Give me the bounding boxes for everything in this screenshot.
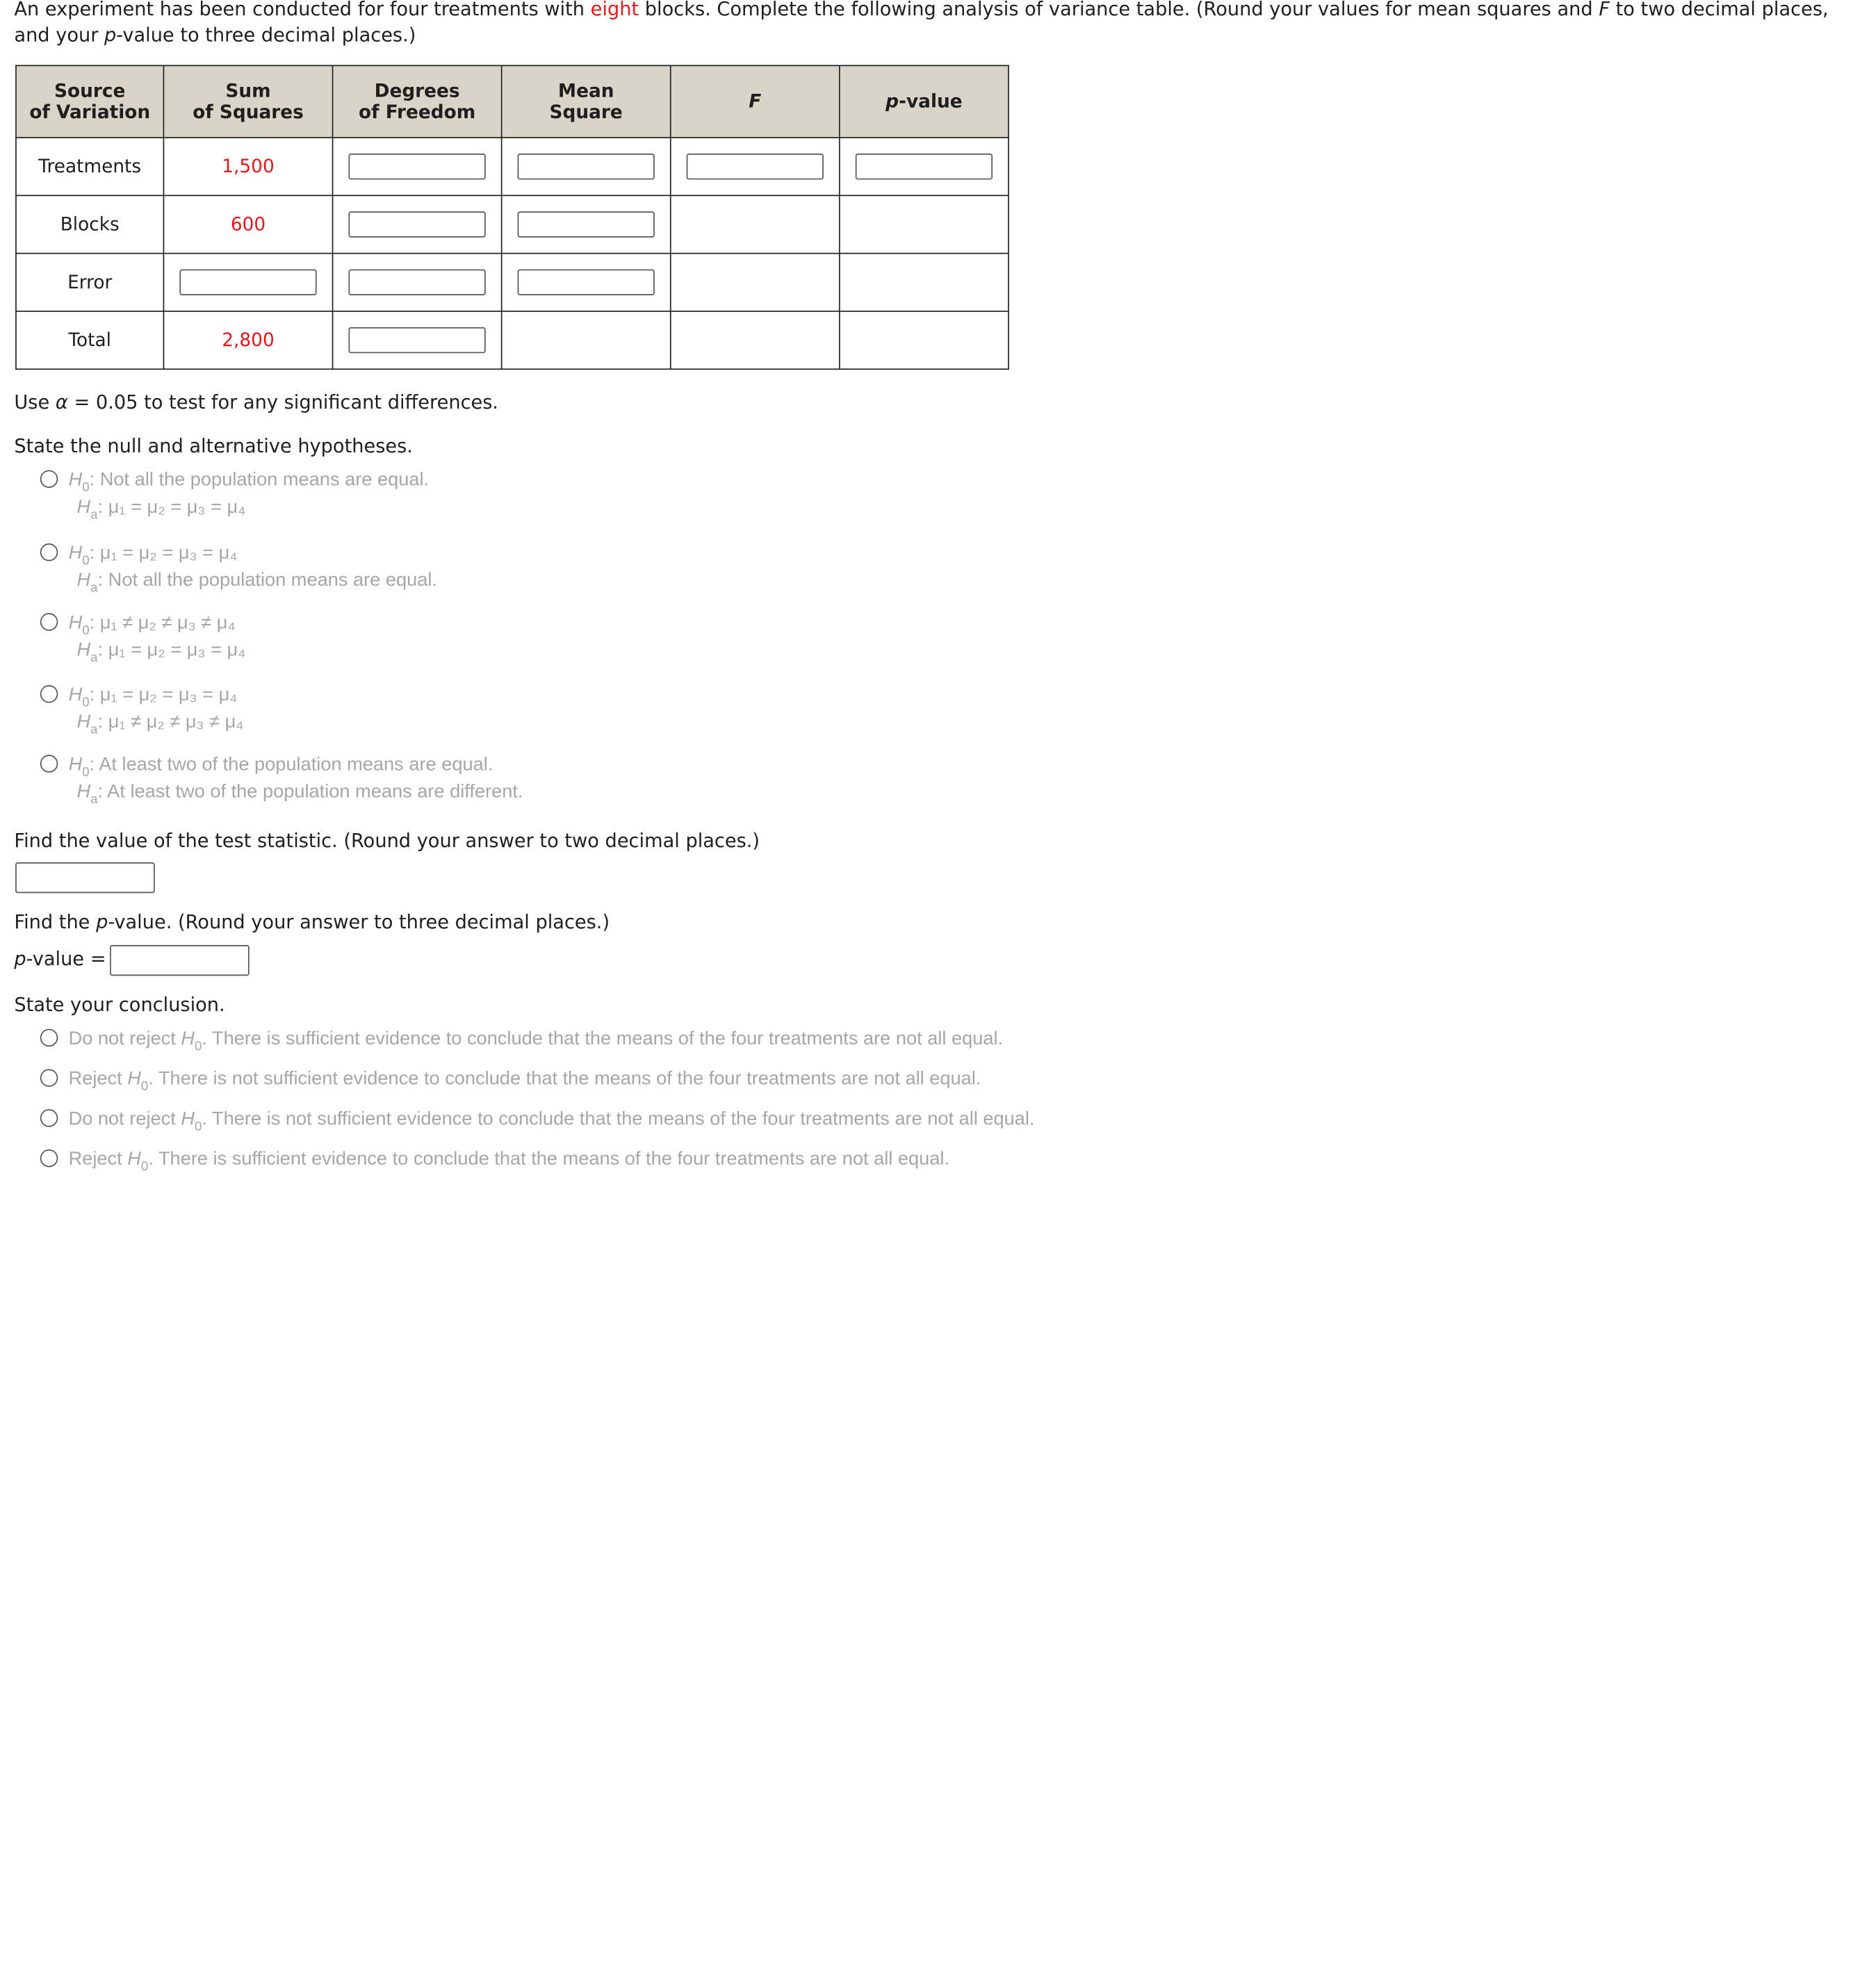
df-cell [333,311,502,369]
table-header-row [16,65,1009,138]
ha-line: $H_a$: μ₁ ≠ μ₂ ≠ μ₃ ≠ μ₄ [76,712,244,737]
h0-line: $H_0$: μ₁ = μ₂ = μ₃ = μ₄ [68,543,238,568]
df-total-input[interactable] [349,327,486,353]
ms-cell [502,138,671,195]
h0-line: $H_0$: μ₁ = μ₂ = μ₃ = μ₄ [68,685,238,710]
empty-cell [840,254,1009,311]
df-treatments-input[interactable] [349,154,486,179]
radio-button[interactable] [40,1109,58,1127]
radio-button[interactable] [40,613,58,631]
h0-line: $H_0$: Not all the population means are equal. [68,470,430,495]
intro-text: -value to three decimal places.) [116,24,416,47]
radio-button[interactable] [40,1149,58,1167]
ms-cell [502,254,671,311]
empty-cell [671,254,840,311]
p-value-input[interactable] [110,945,250,976]
h0-line: $H_0$: At least two of the population means are equal. [68,755,493,780]
problem-intro [14,0,1852,49]
ss-value: 1,500 [163,138,332,195]
p-value-prompt: Find the p-value. (Round your answer to three decimal places.) [14,910,610,933]
p-value-treatments-input[interactable] [856,154,993,179]
hypotheses-prompt: State the null and alternative hypotheses. [14,434,413,457]
header-p-value: p-value [840,65,1009,138]
df-cell [333,254,502,311]
conclusion-text: Reject $H_0$. There is sufficient evidence to conclude that the means of the four treatments are not all equal. [68,1149,949,1174]
row-label: Treatments [16,138,164,195]
ms-treatments-input[interactable] [518,154,655,179]
table-row-blocks [16,195,1009,253]
df-blocks-input[interactable] [349,211,486,237]
ha-line: $H_a$: Not all the population means are equal. [76,570,437,595]
row-label: Error [16,254,164,311]
p-cell [840,138,1009,195]
blocks-count: eight [590,0,639,20]
radio-button[interactable] [40,685,58,703]
df-error-input[interactable] [349,270,486,295]
ha-line: $H_a$: μ₁ = μ₂ = μ₃ = μ₄ [76,497,246,523]
table-row-total [16,311,1009,369]
test-statistic-prompt: Find the value of the test statistic. (Round your answer to two decimal places.) [14,829,760,852]
intro-text: to two decimal places, and your [14,0,1829,47]
empty-cell [502,311,671,369]
row-label: Total [16,311,164,369]
df-cell [333,195,502,253]
row-label: Blocks [16,195,164,253]
empty-cell [671,195,840,253]
radio-button[interactable] [40,1029,58,1047]
ha-line: $H_a$: At least two of the population means are different. [76,782,523,807]
f-cell [671,138,840,195]
p-value-label: p-value = [14,947,106,970]
header-source: Source of Variation [16,65,164,138]
ms-error-input[interactable] [518,270,655,295]
header-mean-square: Mean Square [502,65,671,138]
table-row-error [16,254,1009,311]
p-variable: p [104,24,117,47]
f-treatments-input[interactable] [687,154,824,179]
ss-cell [163,254,332,311]
radio-button[interactable] [40,470,58,488]
h0-line: $H_0$: μ₁ ≠ μ₂ ≠ μ₃ ≠ μ₄ [68,613,236,638]
anova-table [15,65,1009,370]
ms-blocks-input[interactable] [518,211,655,237]
empty-cell [840,195,1009,253]
ms-cell [502,195,671,253]
intro-text: An experiment has been conducted for four treatments with [14,0,591,20]
intro-text: blocks. Complete the following analysis of variance table. (Round your values for mean squares and [639,0,1599,20]
ss-value: 2,800 [163,311,332,369]
df-cell [333,138,502,195]
radio-button[interactable] [40,1069,58,1087]
ha-line: $H_a$: μ₁ = μ₂ = μ₃ = μ₄ [76,640,246,666]
alpha-statement: Use α = 0.05 to test for any significant differences. [14,391,499,413]
ss-value: 600 [163,195,332,253]
header-f: F [671,65,840,138]
conclusion-prompt: State your conclusion. [14,993,225,1016]
empty-cell [671,311,840,369]
f-variable: F [1599,0,1610,20]
empty-cell [840,311,1009,369]
header-sum-of-squares: Sum of Squares [163,65,332,138]
conclusion-text: Reject $H_0$. There is not sufficient evidence to conclude that the means of the four treatments are not all equal. [68,1069,981,1094]
header-degrees-of-freedom: Degrees of Freedom [333,65,502,138]
table-row-treatments [16,138,1009,195]
radio-button[interactable] [40,543,58,561]
test-statistic-input[interactable] [15,862,155,893]
ss-error-input[interactable] [179,270,316,295]
conclusion-text: Do not reject $H_0$. There is sufficient evidence to conclude that the means of the four treatments are not all equal. [68,1028,1004,1054]
radio-button[interactable] [40,755,58,773]
conclusion-text: Do not reject $H_0$. There is not sufficient evidence to conclude that the means of the four treatments are not all equal. [68,1109,1035,1134]
